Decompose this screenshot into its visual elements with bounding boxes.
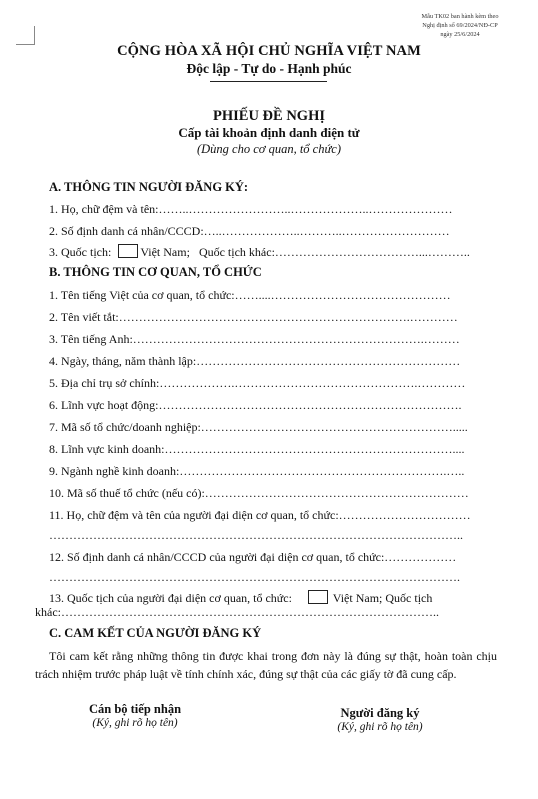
field-representative-id-cont[interactable]: …………………………………………………………………………………………. <box>49 570 460 584</box>
vietnam-label: Việt Nam; <box>140 245 190 259</box>
field-representative-nationality <box>49 590 496 606</box>
nationality-label: 3. Quốc tịch: <box>49 245 112 259</box>
form-code-line: Nghị định số 69/2024/NĐ-CP <box>422 22 498 29</box>
receiver-title: Cán bộ tiếp nhận <box>88 702 182 716</box>
field-rep-other-nationality[interactable]: khác:………………………………………………………………………………….. <box>35 605 439 619</box>
field-fullname[interactable]: 1. Họ, chữ đệm và tên:……..……………………..………………..………………… <box>49 202 453 216</box>
field-org-code[interactable]: 7. Mã số tổ chức/doanh nghiệp:………………………………………………………..... <box>49 420 468 434</box>
field-business-line[interactable]: 9. Ngành nghề kinh doanh:………………………………………………………….….. <box>49 464 465 478</box>
field-head-office[interactable]: 5. Địa chỉ trụ sở chính:……………….……………………………………….………… <box>49 376 466 390</box>
field-org-name-vn[interactable]: 1. Tên tiếng Việt của cơ quan, tổ chức:……....……………………………………… <box>49 288 451 302</box>
field-representative-id[interactable]: 12. Số định danh cá nhân/CCCD của người đại diện cơ quan, tổ chức:……………… <box>49 550 457 564</box>
registrant-sign-note: (Ký, ghi rõ họ tên) <box>337 721 423 733</box>
field-english-name[interactable]: 3. Tên tiếng Anh:……………………………………………………………….……… <box>49 332 460 346</box>
receiver-sign-note: (Ký, ghi rõ họ tên) <box>92 717 178 729</box>
commitment-text: Tôi cam kết rằng những thông tin được khai trong đơn này là đúng sự thật, hoàn toàn chịu trách nhiệm trước pháp luật về tính chính xác, đúng sự thật của các giấy tờ đã cung cấp. <box>35 649 497 681</box>
receiver-signature-block <box>60 702 210 729</box>
field-nationality <box>49 244 496 260</box>
motto: Độc lập - Tự do - Hạnh phúc <box>186 61 352 76</box>
section-a-heading: A. THÔNG TIN NGƯỜI ĐĂNG KÝ: <box>49 180 249 194</box>
form-code-line: Mẫu TK02 ban hành kèm theo <box>421 13 499 20</box>
registrant-title: Người đăng ký <box>340 706 420 720</box>
other-nationality-field[interactable]: Quốc tịch khác:………………………………...……….. <box>198 245 470 259</box>
registrant-signature-block <box>305 706 455 733</box>
field-activity-area[interactable]: 6. Lĩnh vực hoạt động:…………………………………………………………………. <box>49 398 462 412</box>
motto-underline <box>210 81 327 82</box>
field-id-number[interactable]: 2. Số định danh cá nhân/CCCD:…..………………..………..……………………… <box>49 224 450 238</box>
nation-header: CỘNG HÒA XÃ HỘI CHỦ NGHĨA VIỆT NAM <box>117 43 421 59</box>
field-representative-name-cont[interactable]: ………………………………………………………………………………………….. <box>49 528 463 542</box>
form-subtitle: Cấp tài khoản định danh điện tử <box>178 125 360 140</box>
form-code-line: ngày 25/6/2024 <box>440 31 480 38</box>
rep-nationality-label: 13. Quốc tịch của người đại diện cơ quan, tổ chức: <box>49 591 292 605</box>
section-b-heading: B. THÔNG TIN CƠ QUAN, TỔ CHỨC <box>49 265 262 279</box>
rep-vietnam-checkbox[interactable] <box>308 590 328 604</box>
field-short-name[interactable]: 2. Tên viết tắt:……………………………………………………………….………… <box>49 310 458 324</box>
field-tax-code[interactable]: 10. Mã số thuế tổ chức (nếu có):………………………………………………………… <box>49 486 469 500</box>
section-c-heading: C. CAM KẾT CỦA NGƯỜI ĐĂNG KÝ <box>49 626 262 640</box>
vietnam-checkbox[interactable] <box>118 244 138 258</box>
field-business-area[interactable]: 8. Lĩnh vực kinh doanh:……………………………………………………………….... <box>49 442 465 456</box>
form-code-note <box>405 12 515 39</box>
field-representative-name[interactable]: 11. Họ, chữ đệm và tên của người đại diện cơ quan, tổ chức:…………………………… <box>49 508 471 522</box>
form-title: PHIẾU ĐỀ NGHỊ <box>213 108 325 124</box>
field-founding-date[interactable]: 4. Ngày, tháng, năm thành lập:………………………………………………………… <box>49 354 461 368</box>
form-usage-note: (Dùng cho cơ quan, tổ chức) <box>196 142 341 156</box>
rep-vietnam-label: Việt Nam; Quốc tịch <box>332 591 433 605</box>
